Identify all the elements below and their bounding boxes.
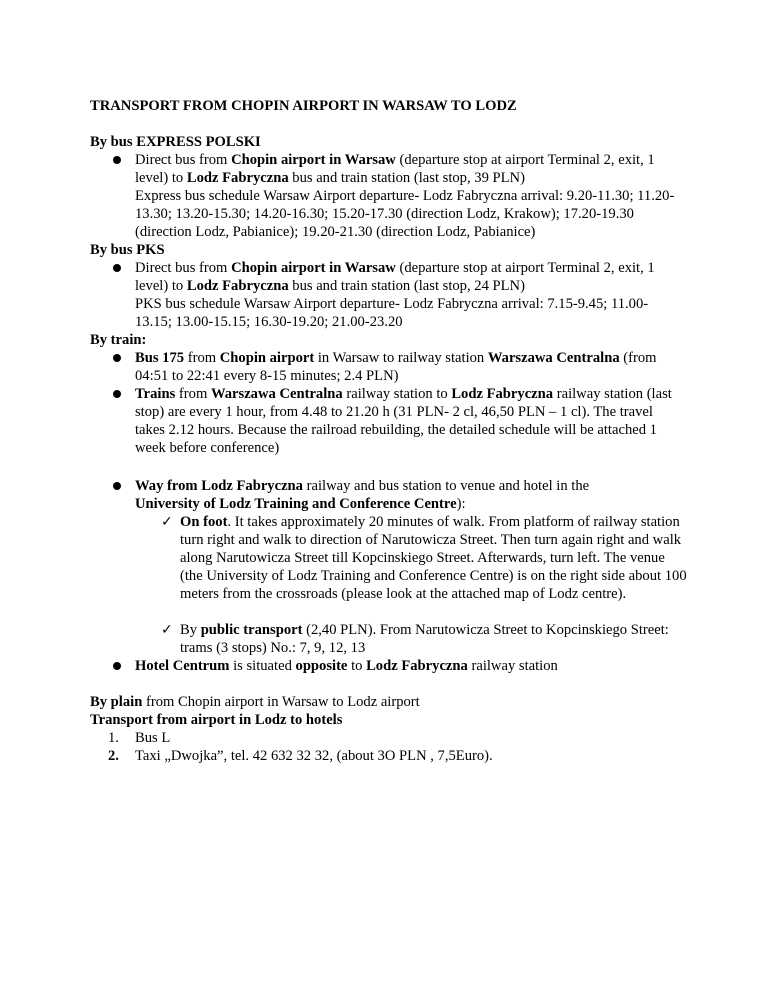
- express-description: Direct bus from Chopin airport in Warsaw (departure stop at airport Terminal 2, exit, 1 level) to Lodz Fabryczna bus and train station (last stop, 39 PLN) Express bus schedule Warsaw Airport departure- Lodz Fabryczna arrival: 9.20-11.30; 11.20-13.30; 13.20-15.30; 14.20-16.30; 15.20-17.30 (direction Lodz, Krakow); 17.20-19.30 (direction Lodz, Pabianice); 19.20-21.30 (direction Lodz, Pabianice): [135, 152, 675, 240]
- bullet-bus175: [113, 354, 121, 362]
- heading-express-polski: By bus EXPRESS POLSKI: [90, 134, 261, 150]
- bullet-trains: [113, 390, 121, 398]
- list-item-taxi: Taxi „Dwojka”, tel. 42 632 32 32, (about 3O PLN , 7,5Euro).: [135, 748, 493, 764]
- list-item-bus-l: Bus L: [135, 730, 171, 746]
- bullet-way: [113, 482, 121, 490]
- pks-description: Direct bus from Chopin airport in Warsaw (departure stop at airport Terminal 2, exit, 1 level) to Lodz Fabryczna bus and train station (last stop, 24 PLN) PKS bus schedule Warsaw Airport departure- Lodz Fabryczna arrival: 7.15-9.45; 11.00-13.15; 13.00-15.15; 16.30-19.20; 21.00-23.20: [135, 259, 675, 331]
- way-to-venue: Way from Lodz Fabryczna railway and bus station to venue and hotel in the University of Lodz Training and Conference Centre):: [135, 478, 590, 512]
- chopin-airport-express: Chopin airport in Warsaw: [231, 152, 396, 168]
- chopin-airport-pks: Chopin airport in Warsaw: [231, 260, 396, 276]
- bullet-hotel-centrum: [113, 662, 121, 670]
- lodz-fabryczna-pks: Lodz Fabryczna: [186, 278, 289, 294]
- heading-train: By train:: [90, 332, 147, 348]
- page-title: TRANSPORT FROM CHOPIN AIRPORT IN WARSAW TO LODZ: [90, 98, 517, 114]
- list-number: 2.: [108, 748, 119, 764]
- checkmark-icon: ✓: [161, 514, 173, 530]
- bullet-express: [113, 156, 121, 164]
- checkmark-icon: ✓: [161, 622, 173, 638]
- express-schedule: Express bus schedule Warsaw Airport departure- Lodz Fabryczna arrival: 9.20-11.30; 11.20-13.30; 13.20-15.30; 14.20-16.30; 15.20-17.30 (direction Lodz, Krakow); 17.20-19.30 (direction Lodz, Pabianice); 19.20-21.30 (direction Lodz, Pabianice): [135, 188, 675, 240]
- pks-schedule: PKS bus schedule Warsaw Airport departure- Lodz Fabryczna arrival: 7.15-9.45; 11.00-13.15; 13.00-15.15; 16.30-19.20; 21.00-23.20: [135, 296, 649, 330]
- lodz-fabryczna-express: Lodz Fabryczna: [186, 170, 289, 186]
- on-foot-directions: On foot. It takes approximately 20 minutes of walk. From platform of railway station turn right and walk to direction of Narutowicza Street. Then turn again right and walk along Narutowicza Street till Kopcinskiego Street. Afterwards, turn left. The venue (the University of Lodz Training and Conference Centre) is on the right side about 100 meters from the crossroads (please look at the attached map of Lodz centre).: [180, 514, 687, 602]
- train-bus175: Bus 175 from Chopin airport in Warsaw to railway station Warszawa Centralna (from 04:51 to 22:41 every 8-15 minutes; 2.4 PLN): [135, 350, 657, 384]
- heading-transport-hotels: Transport from airport in Lodz to hotels: [90, 712, 343, 728]
- heading-pks: By bus PKS: [90, 242, 165, 258]
- list-number: 1.: [108, 730, 119, 746]
- hotel-centrum-note: Hotel Centrum is situated opposite to Lodz Fabryczna railway station: [135, 658, 558, 674]
- by-plain-line: By plain from Chopin airport in Warsaw to Lodz airport: [90, 694, 420, 710]
- train-schedule-info: Trains from Warszawa Centralna railway station to Lodz Fabryczna railway station (last stop) are every 1 hour, from 4.48 to 21.20 h (31 PLN- 2 cl, 46,50 PLN – 1 cl). The travel takes 2.12 hours. Because the railroad rebuilding, the detailed schedule will be attached 1 week before conference): [135, 386, 672, 456]
- public-transport-directions: By public transport (2,40 PLN). From Narutowicza Street to Kopcinskiego Street: trams (3 stops) No.: 7, 9, 12, 13: [180, 622, 669, 656]
- bullet-pks: [113, 264, 121, 272]
